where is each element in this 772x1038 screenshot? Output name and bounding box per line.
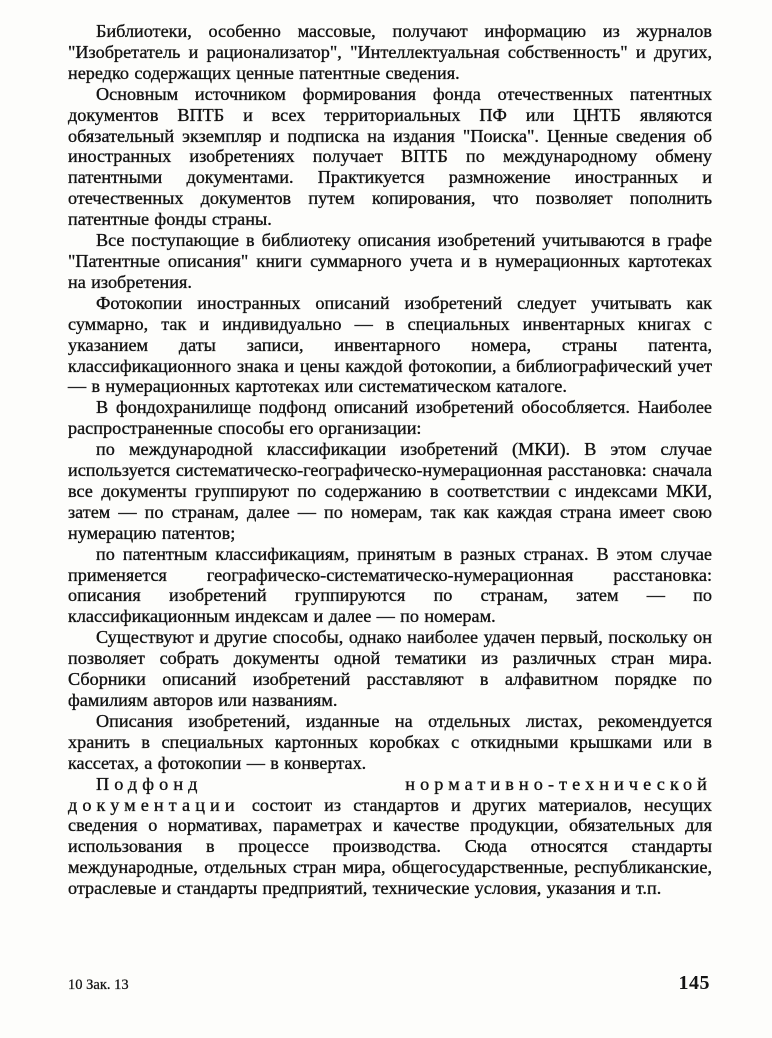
paragraph: Существуют и другие способы, однако наиболее удачен первый, поскольку он позволяет собрать документы одной тематики из различных стран мира. Сборники описаний изобретений расставляют в алфавитном порядке по фамилиям авторов или названиям. xyxy=(68,627,712,710)
paragraph: В фондохранилище подфонд описаний изобретений обособляется. Наиболее распространенные способы его организации: xyxy=(68,397,712,439)
paragraph: по международной классификации изобретений (МКИ). В этом случае используется систематическо-географическо-нумерационная расстановка: сначала все документы группируют по содержанию в соответствии с индексами МКИ, затем — по странам, далее — по номерам, так как каждая страна имеет свою нумерацию патентов; xyxy=(68,439,712,543)
paragraph: Библиотеки, особенно массовые, получают информацию из журналов "Изобретатель и рационализатор", "Интеллектуальная собственность" и других, нередко содержащих ценные патентные сведения. xyxy=(68,21,712,83)
page-footer xyxy=(68,972,710,995)
printers-mark: 10 Зак. 13 xyxy=(68,977,129,993)
paragraph: Основным источником формирования фонда отечественных патентных документов ВПТБ и всех территориальных ПФ или ЦНТБ являются обязательный экземпляр и подписка на издания "Поиска". Ценные сведения об иностранных изобретениях получает ВПТБ по международному обмену патентными документами. Практикуется размножение иностранных и отечественных документов путем копирования, что позволяет пополнить патентные фонды страны. xyxy=(68,83,712,230)
paragraph: Описания изобретений, изданные на отдельных листах, рекомендуется хранить в специальных картонных коробках с откидными крышками или в кассетах, а фотокопии — в конвертах. xyxy=(68,710,712,773)
page-number: 145 xyxy=(678,972,710,994)
spaced-term: Подфонд нормативно-технической документации xyxy=(68,773,712,815)
paragraph: по патентным классификациям, принятым в разных странах. В этом случае применяется географическо-систематическо-нумерационная расстановка: описания изобретений группируются по странам, затем — по классификационным индексам и далее — по номерам. xyxy=(68,543,712,627)
paragraph: Подфонд нормативно-технической документации состоит из стандартов и других материалов, несущих сведения о нормативах, параметрах и качестве продукции, обязательных для использования в процессе производства. Сюда относятся стандарты международные, отдельных стран мира, общегосударственные, республиканские, отраслевые и стандарты предприятий, технические условия, указания и т.п. xyxy=(68,773,712,899)
text-block xyxy=(68,21,712,899)
paragraph: Все поступающие в библиотеку описания изобретений учитываются в графе "Патентные описания" книги суммарного учета и в нумерационных картотеках на изобретения. xyxy=(68,230,712,292)
paragraph: Фотокопии иностранных описаний изобретений следует учитывать как суммарно, так и индивидуально — в специальных инвентарных книгах с указанием даты записи, инвентарного номера, страны патента, классификационного знака и цены каждой фотокопии, а библиографический учет — в нумерационных картотеках или систематическом каталоге. xyxy=(68,292,712,397)
